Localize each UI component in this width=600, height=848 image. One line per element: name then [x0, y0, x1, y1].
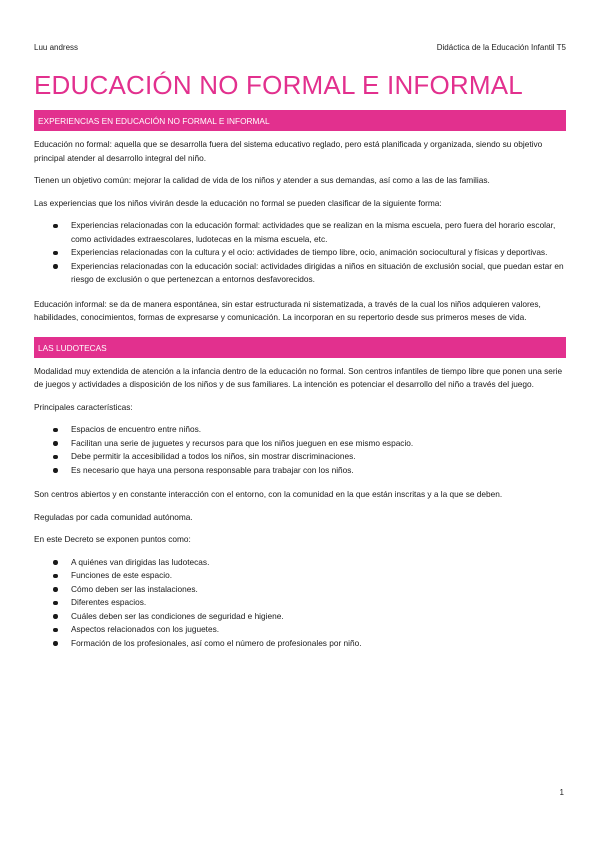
paragraph: Educación informal: se da de manera espontánea, sin estar estructurada ni sistematizada, a través de la cual los niños adquieren valores, habilidades, conocimientos, formas de expresarse y comunicación. La incorporan en su repertorio desde sus primeros meses de vida. — [34, 298, 541, 322]
header-subject: Didáctica de la Educación Infantil T5 — [436, 43, 566, 52]
list-item: Es necesario que haya una persona responsable para trabajar con los niños. — [71, 464, 566, 478]
header-author: Luu andress — [34, 43, 79, 52]
list-item: Formación de los profesionales, así como el número de profesionales por niño. — [71, 637, 566, 651]
bullet-list-decreto — [34, 556, 566, 651]
list-item: Espacios de encuentro entre niños. — [71, 423, 566, 437]
list-item: Experiencias relacionadas con la educación social: actividades dirigidas a niños en situación de exclusión social, que puedan estar en riesgo de exclusión o que pertenezcan a entornos desfavorecidos. — [71, 260, 566, 287]
paragraph: Principales características: — [34, 401, 133, 412]
paragraph: Modalidad muy extendida de atención a la infancia dentro de la educación no formal. Son centros infantiles de tiempo libre que ponen una serie de juegos y actividades a disposición de los niños y de sus familiares. La intención es potenciar el desarrollo del niño a través del juego. — [34, 365, 563, 389]
paragraph: En este Decreto se exponen puntos como: — [34, 534, 191, 544]
list-item: A quiénes van dirigidas las ludotecas. — [71, 556, 566, 570]
list-item: Experiencias relacionadas con la educación formal: actividades que se realizan en la misma escuela, pero fuera del horario escolar, como actividades extraescolares, ludotecas en la misma escuela, etc. — [71, 219, 566, 246]
page-number: 1 — [559, 788, 564, 797]
bullet-list-caracteristicas — [34, 423, 566, 477]
list-item: Cómo deben ser las instalaciones. — [71, 583, 566, 597]
list-item: Diferentes espacios. — [71, 596, 566, 610]
list-item: Facilitan una serie de juguetes y recursos para que los niños jueguen en ese mismo espacio. — [71, 437, 566, 451]
paragraph: Son centros abiertos y en constante interacción con el entorno, con la comunidad en la que están inscritas y a la que se deben. — [34, 489, 503, 499]
list-item: Aspectos relacionados con los juguetes. — [71, 623, 566, 637]
list-item: Debe permitir la accesibilidad a todos los niños, sin mostrar discriminaciones. — [71, 450, 566, 464]
paragraph: Educación no formal: aquella que se desarrolla fuera del sistema educativo reglado, pero está planificada y organizada, siendo su objetivo principal atender al desarrollo integral del niño. — [34, 139, 543, 163]
paragraph: Tienen un objetivo común: mejorar la calidad de vida de los niños y atender a sus demandas, así como a las de las familias. — [34, 175, 490, 185]
section-heading-experiencias: EXPERIENCIAS EN EDUCACIÓN NO FORMAL E INFORMAL — [34, 110, 566, 131]
list-item: Experiencias relacionadas con la cultura y el ocio: actividades de tiempo libre, ocio, animación sociocultural y físicas y deportivas. — [71, 246, 566, 260]
paragraph: Reguladas por cada comunidad autónoma. — [34, 511, 193, 522]
page-title: EDUCACIÓN NO FORMAL E INFORMAL — [34, 70, 523, 100]
list-item: Cuáles deben ser las condiciones de seguridad e higiene. — [71, 610, 566, 624]
paragraph: Las experiencias que los niños vivirán desde la educación no formal se pueden clasificar de la siguiente forma: — [34, 197, 442, 208]
bullet-list-experiencias — [34, 219, 566, 287]
section-heading-ludotecas: LAS LUDOTECAS — [34, 337, 566, 358]
document-body — [34, 110, 566, 661]
list-item: Funciones de este espacio. — [71, 569, 566, 583]
